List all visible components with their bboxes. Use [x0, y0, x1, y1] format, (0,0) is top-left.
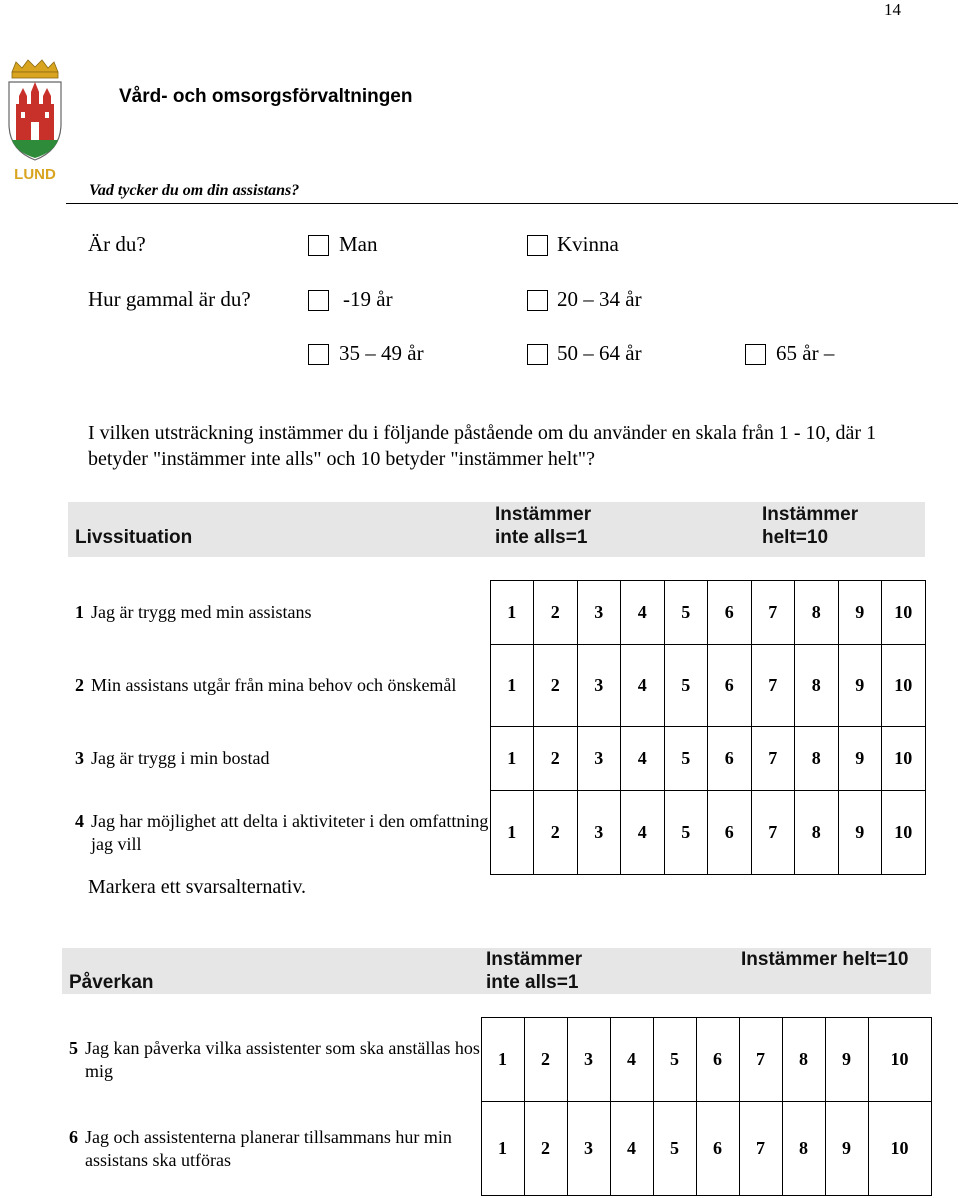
gender-question: Är du?: [88, 232, 146, 256]
score-option-7[interactable]: 7: [739, 1018, 782, 1102]
score-option-9[interactable]: 9: [825, 1102, 868, 1196]
score-option-3[interactable]: 3: [577, 727, 621, 791]
score-option-5[interactable]: 5: [664, 791, 708, 875]
score-option-5[interactable]: 5: [653, 1018, 696, 1102]
gender-man-label: Man: [339, 232, 378, 256]
question-cell: [75, 791, 490, 875]
rating-table-paverkan: [69, 1017, 932, 1196]
score-option-10[interactable]: 10: [868, 1018, 931, 1102]
question-cell: [75, 581, 490, 645]
score-option-7[interactable]: 7: [751, 581, 795, 645]
score-option-6[interactable]: 6: [696, 1018, 739, 1102]
score-option-5[interactable]: 5: [653, 1102, 696, 1196]
score-option-7[interactable]: 7: [751, 645, 795, 727]
age-question: Hur gammal är du?: [88, 287, 251, 311]
age-35-49-checkbox[interactable]: [308, 344, 329, 365]
section-header-livssituation: [68, 502, 925, 557]
age-35-49-label: 35 – 49 år: [339, 341, 424, 365]
rating-instructions: I vilken utsträckning instämmer du i följande påstående om du använder en skala från 1 - 10, där 1 betyder "instämmer inte alls" och 10 betyder "instämmer helt"?: [88, 422, 877, 470]
gender-woman-checkbox[interactable]: [527, 235, 548, 256]
svg-text:LUND: LUND: [14, 166, 56, 182]
score-option-3[interactable]: 3: [577, 645, 621, 727]
score-option-6[interactable]: 6: [696, 1102, 739, 1196]
organization-name: Vård- och omsorgsförvaltningen: [119, 86, 413, 107]
score-option-6[interactable]: 6: [708, 645, 752, 727]
score-option-1[interactable]: 1: [490, 645, 534, 727]
score-option-8[interactable]: 8: [782, 1018, 825, 1102]
question-cell: [75, 645, 490, 727]
gender-woman-label: Kvinna: [557, 232, 619, 256]
score-option-8[interactable]: 8: [782, 1102, 825, 1196]
score-option-6[interactable]: 6: [708, 791, 752, 875]
score-option-2[interactable]: 2: [534, 581, 578, 645]
age-65-plus-checkbox[interactable]: [745, 344, 766, 365]
question-text: Jag är trygg i min bostad: [91, 748, 270, 768]
score-option-8[interactable]: 8: [795, 791, 839, 875]
score-option-4[interactable]: 4: [621, 581, 665, 645]
score-option-5[interactable]: 5: [664, 581, 708, 645]
question-number: 6: [69, 1126, 78, 1147]
question-text: Jag har möjlighet att delta i aktiviteter i den omfattning jag vill: [91, 810, 489, 854]
score-option-2[interactable]: 2: [534, 727, 578, 791]
lund-logo: [6, 58, 64, 182]
score-option-4[interactable]: 4: [610, 1102, 653, 1196]
answer-instruction-note: Markera ett svarsalternativ.: [88, 876, 307, 898]
score-option-9[interactable]: 9: [838, 791, 882, 875]
age-20-34-checkbox[interactable]: [527, 290, 548, 311]
score-option-9[interactable]: 9: [838, 727, 882, 791]
question-number: 1: [75, 602, 84, 622]
score-option-10[interactable]: 10: [882, 581, 926, 645]
scale-high-label: Instämmer helt=10: [762, 504, 859, 548]
score-option-8[interactable]: 8: [795, 727, 839, 791]
score-option-10[interactable]: 10: [882, 727, 926, 791]
score-option-1[interactable]: 1: [481, 1018, 524, 1102]
score-option-3[interactable]: 3: [577, 581, 621, 645]
question-number: 2: [75, 675, 84, 695]
score-option-4[interactable]: 4: [621, 791, 665, 875]
score-option-1[interactable]: 1: [481, 1102, 524, 1196]
score-option-2[interactable]: 2: [534, 645, 578, 727]
question-row: [69, 1018, 931, 1102]
score-option-5[interactable]: 5: [664, 645, 708, 727]
section-heading: Livssituation: [75, 527, 193, 548]
question-row: [75, 791, 925, 875]
score-option-9[interactable]: 9: [838, 581, 882, 645]
score-option-6[interactable]: 6: [708, 581, 752, 645]
score-option-4[interactable]: 4: [621, 727, 665, 791]
score-option-1[interactable]: 1: [490, 727, 534, 791]
question-row: [75, 645, 925, 727]
age-65-plus-label: 65 år –: [776, 341, 835, 365]
question-text: Min assistans utgår från mina behov och önskemål: [91, 675, 457, 695]
score-option-4[interactable]: 4: [610, 1018, 653, 1102]
question-row: [75, 581, 925, 645]
score-option-3[interactable]: 3: [567, 1102, 610, 1196]
question-number: 3: [75, 748, 84, 768]
question-text: Jag kan påverka vilka assistenter som ska anställas hos mig: [85, 1037, 480, 1081]
score-option-5[interactable]: 5: [664, 727, 708, 791]
question-number: 5: [69, 1037, 78, 1058]
scale-low-label: Instämmer inte alls=1: [486, 949, 583, 993]
gender-man-checkbox[interactable]: [308, 235, 329, 256]
score-option-9[interactable]: 9: [825, 1018, 868, 1102]
age-50-64-checkbox[interactable]: [527, 344, 548, 365]
question-number: 4: [75, 810, 84, 831]
header-divider: [66, 203, 958, 204]
score-option-2[interactable]: 2: [534, 791, 578, 875]
question-cell: [69, 1018, 481, 1102]
score-option-10[interactable]: 10: [868, 1102, 931, 1196]
score-option-3[interactable]: 3: [577, 791, 621, 875]
scale-high-label: Instämmer helt=10: [741, 949, 909, 970]
score-option-7[interactable]: 7: [739, 1102, 782, 1196]
coat-of-arms-icon: [6, 58, 64, 182]
score-option-1[interactable]: 1: [490, 791, 534, 875]
rating-table-livssituation: [75, 580, 926, 875]
score-option-1[interactable]: 1: [490, 581, 534, 645]
score-option-4[interactable]: 4: [621, 645, 665, 727]
question-row: [69, 1102, 931, 1196]
score-option-10[interactable]: 10: [882, 791, 926, 875]
score-option-7[interactable]: 7: [751, 727, 795, 791]
survey-title: Vad tycker du om din assistans?: [89, 182, 300, 199]
score-option-9[interactable]: 9: [838, 645, 882, 727]
score-option-2[interactable]: 2: [524, 1102, 567, 1196]
age-20-34-label: 20 – 34 år: [557, 287, 642, 311]
score-option-7[interactable]: 7: [751, 791, 795, 875]
section-heading: Påverkan: [69, 972, 154, 993]
question-cell: [69, 1102, 481, 1196]
score-option-3[interactable]: 3: [567, 1018, 610, 1102]
section-header-paverkan: [62, 948, 931, 994]
scale-low-label: Instämmer inte alls=1: [495, 504, 592, 548]
score-option-8[interactable]: 8: [795, 645, 839, 727]
score-option-10[interactable]: 10: [882, 645, 926, 727]
question-text: Jag och assistenterna planerar tillsammans hur min assistans ska utföras: [85, 1126, 452, 1170]
age-50-64-label: 50 – 64 år: [557, 341, 642, 365]
score-option-2[interactable]: 2: [524, 1018, 567, 1102]
question-row: [75, 727, 925, 791]
age-under-19-checkbox[interactable]: [308, 290, 329, 311]
page-number: 14: [884, 0, 901, 19]
score-option-6[interactable]: 6: [708, 727, 752, 791]
age-under-19-label: -19 år: [343, 287, 393, 311]
score-option-8[interactable]: 8: [795, 581, 839, 645]
question-cell: [75, 727, 490, 791]
question-text: Jag är trygg med min assistans: [91, 602, 312, 622]
